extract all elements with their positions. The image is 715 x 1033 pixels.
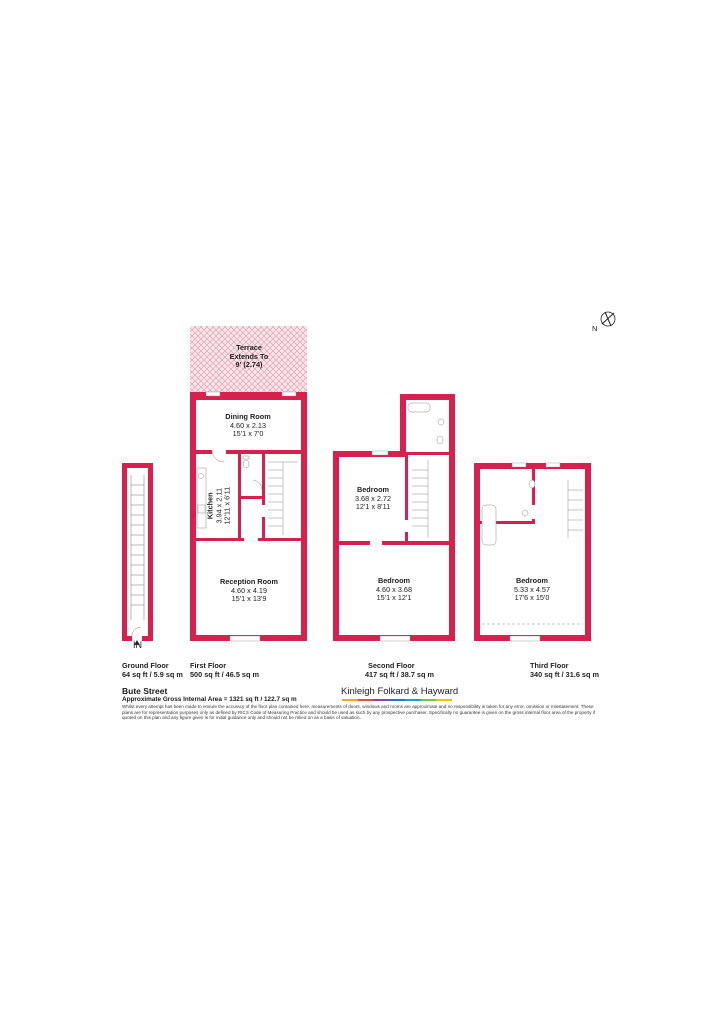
disclaimer: Whilst every attempt has been made to ensure the accuracy of the floor plan contained here, measurements of doors, windows and rooms are approximate and no responsibility is taken for any error, omission or misstatement. These plans are for representation purposes only as defined by RICS Code of Measuring Practice and should be used as such by any prospective purchaser. Specifically no guarantee is given on the gross internal floor area of the property if quoted on this plan and any figure given is for initial guidance only and should not be relied on as a basis of valuation. bbox=[122, 704, 596, 721]
bedroom-2b-metric: 4.60 x 3.68 bbox=[375, 584, 413, 594]
bedroom-2b-label bbox=[370, 577, 418, 603]
reception-room-imperial: 15'1 x 13'9 bbox=[231, 594, 267, 603]
gross-internal-area: Approximate Gross Internal Area = 1321 sq ft / 122.7 sq m bbox=[122, 696, 297, 703]
kitchen-name: Kitchen bbox=[205, 492, 215, 520]
dining-room-name: Dining Room bbox=[225, 412, 271, 421]
third-floor-plan bbox=[474, 463, 591, 641]
terrace-name: Terrace Extends To bbox=[229, 343, 269, 361]
second-floor-stair-area bbox=[408, 455, 449, 541]
bedroom-3-metric: 5.33 x 4.57 bbox=[513, 584, 551, 594]
third-floor-caption bbox=[530, 662, 599, 679]
compass-north-label: N bbox=[592, 324, 598, 333]
bedroom-2a-name: Bedroom bbox=[356, 485, 390, 494]
brand-stripe bbox=[421, 699, 437, 701]
terrace-label bbox=[226, 344, 272, 370]
ground-floor-hall bbox=[127, 468, 148, 636]
brand-stripe bbox=[373, 699, 389, 701]
bedroom-2a-label bbox=[350, 486, 396, 512]
second-floor-name: Second Floor bbox=[368, 661, 415, 670]
brand-logo-text: Kinleigh Folkard & Hayward bbox=[341, 686, 459, 697]
bedroom-2b-imperial: 15'1 x 12'1 bbox=[376, 593, 412, 602]
brand-stripe bbox=[436, 699, 452, 701]
bedroom-3-imperial: 17'6 x 15'0 bbox=[514, 593, 550, 602]
first-floor-caption bbox=[190, 662, 259, 679]
third-floor-area: 340 sq ft / 31.6 sq m bbox=[530, 669, 599, 679]
kitchen-imperial: 12'11 x 6'11 bbox=[222, 486, 232, 525]
kitchen-label bbox=[206, 475, 232, 537]
ground-floor-plan bbox=[122, 463, 153, 645]
kitchen-metric: 3.94 x 2.11 bbox=[213, 487, 223, 524]
first-floor-hall bbox=[241, 499, 262, 538]
reception-room-metric: 4.60 x 4.19 bbox=[230, 585, 268, 595]
entrance-label: IN bbox=[133, 640, 142, 650]
dining-room-metric: 4.60 x 2.13 bbox=[229, 420, 267, 430]
reception-room-name: Reception Room bbox=[220, 577, 278, 586]
brand-stripe bbox=[405, 699, 421, 701]
second-floor-area: 417 sq ft / 38.7 sq m bbox=[365, 669, 434, 679]
ground-floor-caption bbox=[122, 662, 183, 679]
brand-stripe bbox=[342, 699, 358, 701]
reception-room-label bbox=[214, 578, 284, 604]
brand-color-bar bbox=[342, 699, 452, 701]
first-floor-name: First Floor bbox=[190, 661, 227, 670]
third-floor-name: Third Floor bbox=[530, 661, 569, 670]
bedroom-3-label bbox=[507, 577, 557, 603]
dining-room-imperial: 15'1 x 7'0 bbox=[232, 429, 264, 438]
property-street: Bute Street bbox=[122, 686, 168, 696]
second-floor-caption bbox=[365, 662, 434, 679]
ground-floor-name: Ground Floor bbox=[122, 661, 169, 670]
first-floor-area: 500 sq ft / 46.5 sq m bbox=[190, 669, 259, 679]
bedroom-2a-imperial: 12'1 x 8'11 bbox=[355, 502, 391, 511]
second-floor-plan bbox=[333, 394, 455, 641]
compass-icon bbox=[601, 312, 615, 326]
brand-stripe bbox=[358, 699, 374, 701]
brand-stripe bbox=[389, 699, 405, 701]
first-floor-wc-icon bbox=[243, 456, 249, 468]
ground-floor-area: 64 sq ft / 5.9 sq m bbox=[122, 669, 183, 679]
bedroom-2b-name: Bedroom bbox=[377, 576, 411, 585]
terrace-dims: 9' (2.74) bbox=[235, 360, 263, 369]
bedroom-2a-metric: 3.68 x 2.72 bbox=[354, 493, 392, 503]
bedroom-3-name: Bedroom bbox=[515, 576, 549, 585]
dining-room-label bbox=[222, 413, 274, 439]
